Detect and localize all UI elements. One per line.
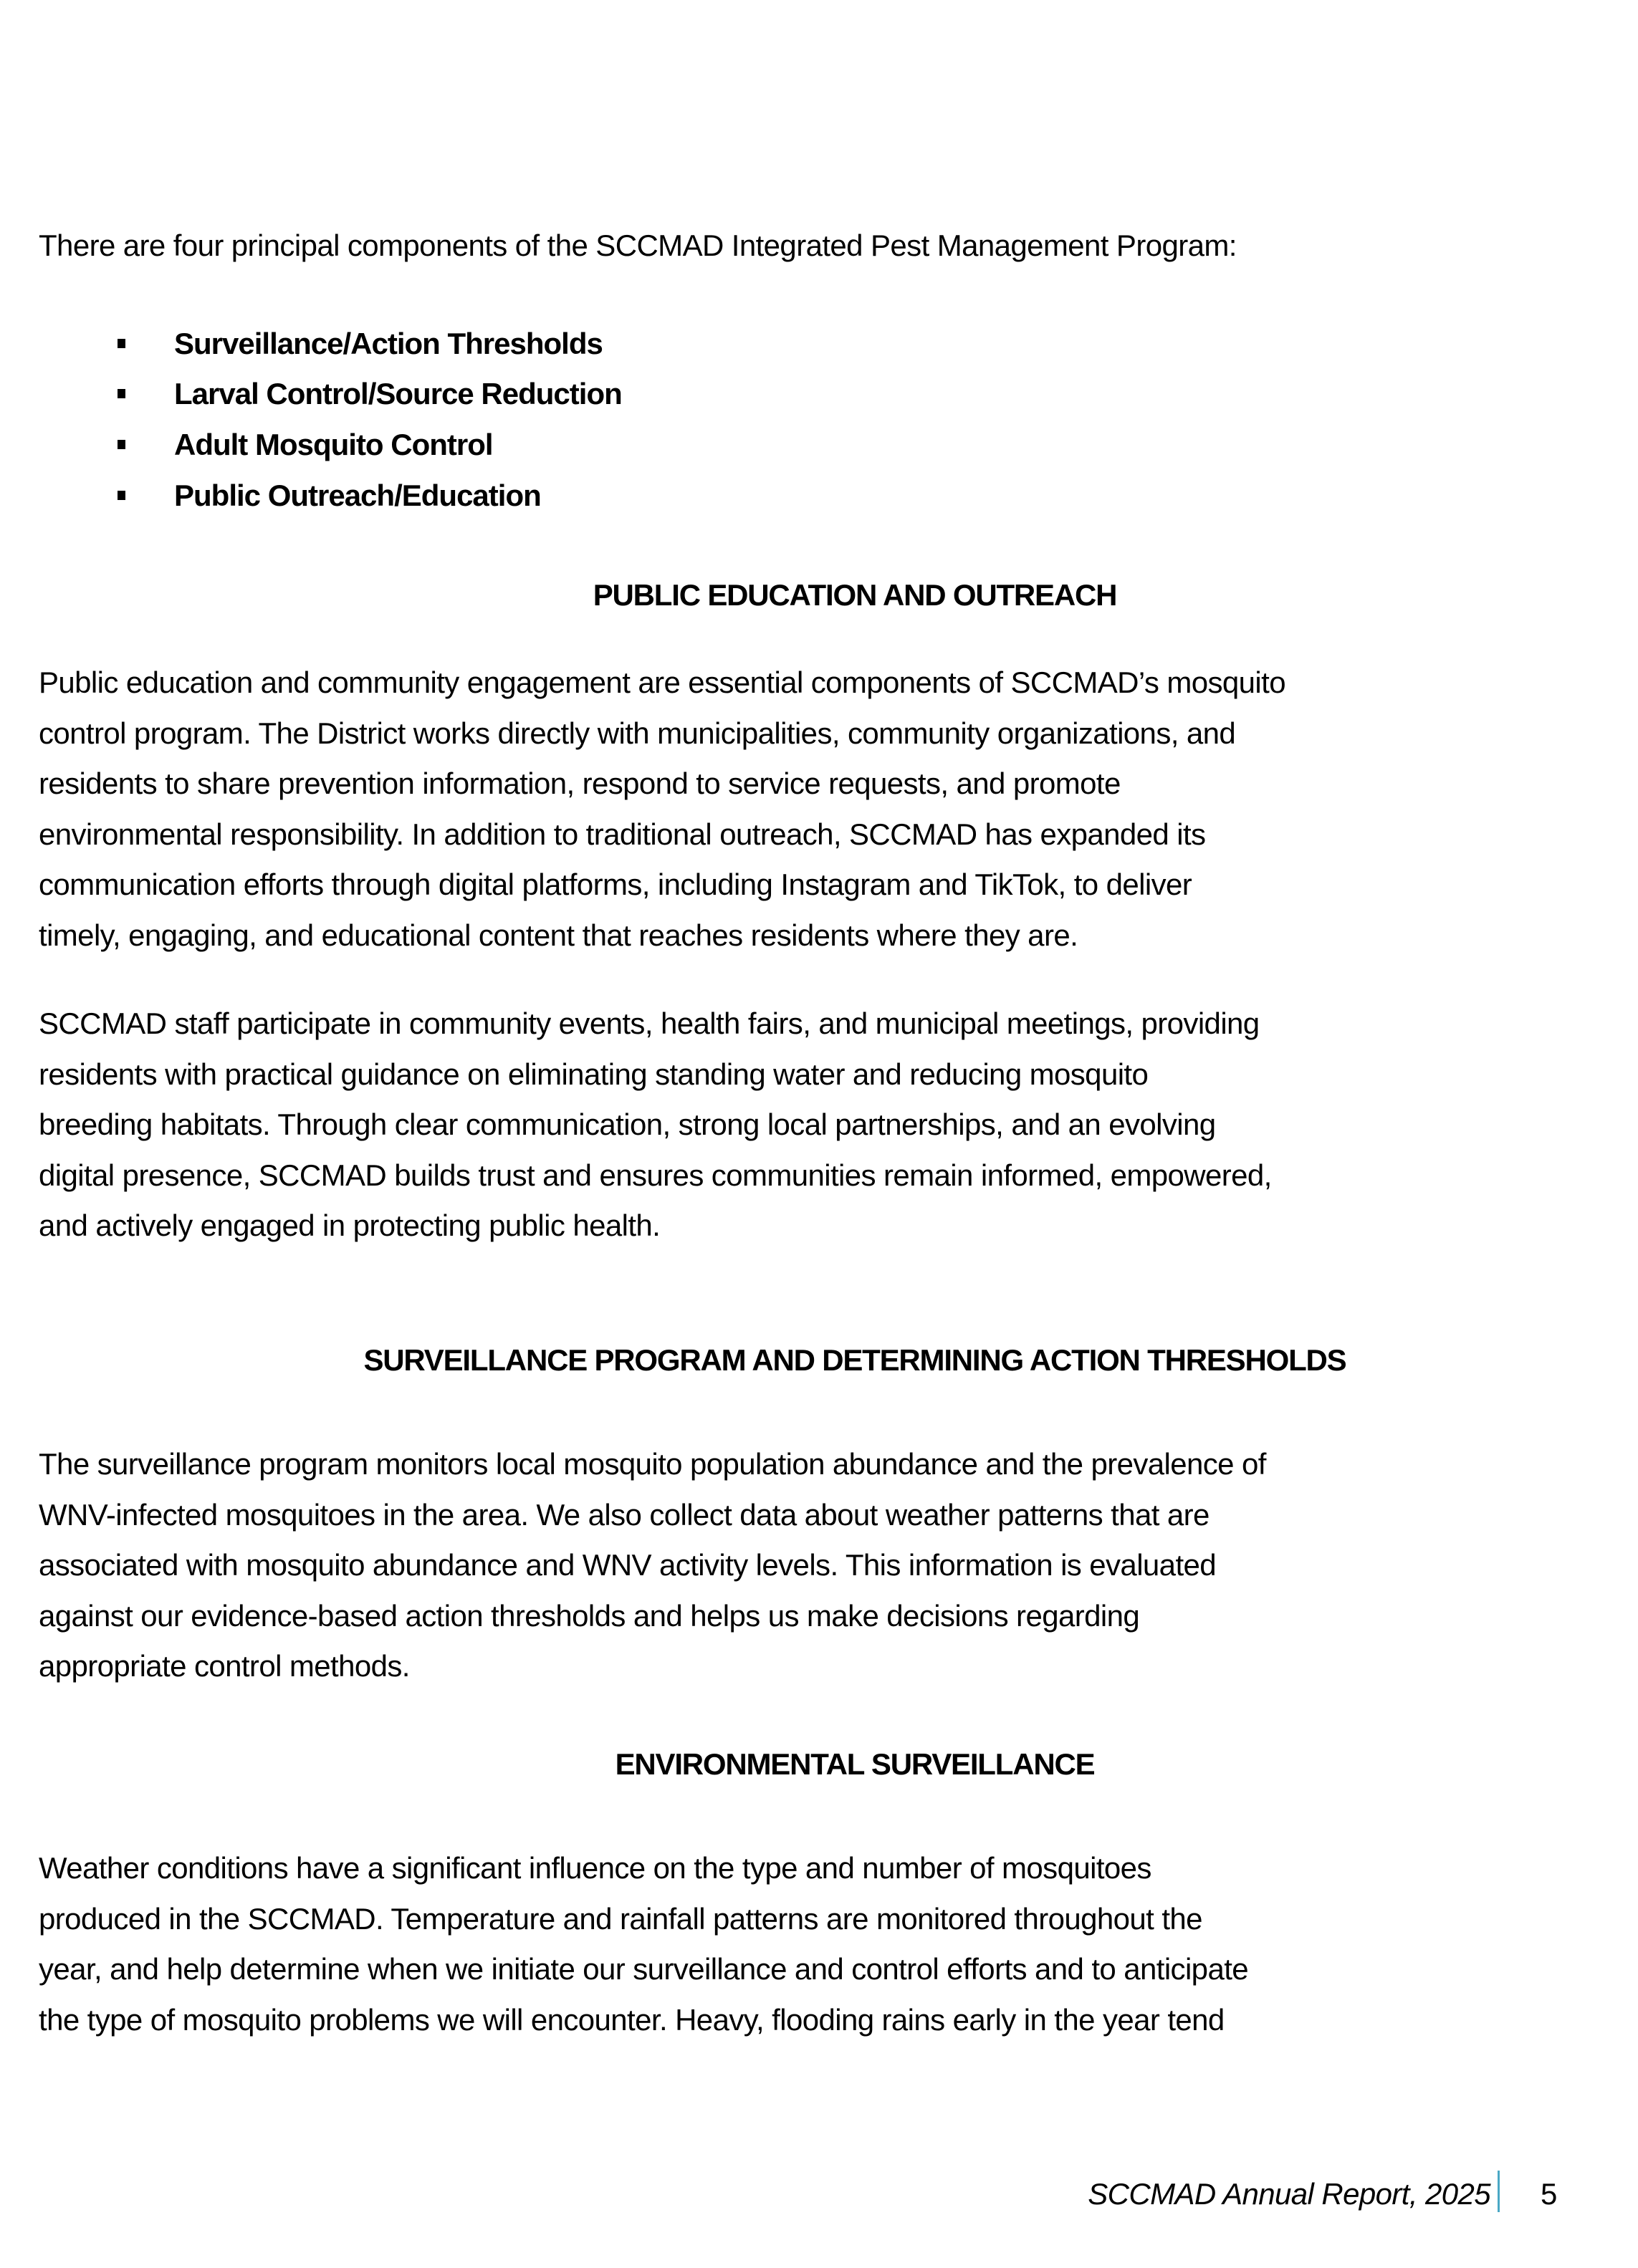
text-line: residents with practical guidance on eliminating standing water and reducing mosquito [39,1057,1149,1091]
footer-report-title: SCCMAD Annual Report, 2025 [1088,2177,1490,2211]
text-line: associated with mosquito abundance and WNV activity levels. This information is evaluated [39,1548,1217,1582]
square-bullet-icon [118,339,125,348]
list-item [0,376,860,412]
text-line: digital presence, SCCMAD builds trust and ensures communities remain informed, empowered, [39,1158,1272,1192]
list-item-label: Public Outreach/Education [174,479,541,512]
text-line: WNV-infected mosquitoes in the area. We also collect data about weather patterns that are [39,1497,1210,1532]
text-line: residents to share prevention information, respond to service requests, and promote [39,767,1121,800]
text-line: the type of mosquito problems we will encounter. Heavy, flooding rains early in the year tend [39,2002,1225,2037]
text-line: Public education and community engagement are essential components of SCCMAD’s mosquito [39,665,1285,699]
text-line: year, and help determine when we initiate our surveillance and control efforts and to anticipate [39,1952,1249,1986]
list-item-label: Adult Mosquito Control [174,428,493,461]
list-item [0,326,860,362]
text-line: against our evidence-based action thresholds and helps us make decisions regarding [39,1598,1140,1633]
page-footer [0,2171,1638,2221]
text-line: breeding habitats. Through clear communication, strong local partnerships, and an evolving [39,1107,1216,1141]
section-heading-public-education [0,577,1638,613]
text-line: SCCMAD staff participate in community events, health fairs, and municipal meetings, providing [39,1006,1260,1040]
text-line: produced in the SCCMAD. Temperature and rainfall patterns are monitored throughout the [39,1901,1202,1936]
section-heading-environmental-surveillance [0,1746,1638,1782]
footer-divider [1498,2171,1500,2212]
page-number: 5 [1541,2177,1558,2211]
text-line: The surveillance program monitors local mosquito population abundance and the prevalence of [39,1447,1266,1481]
text-line: communication efforts through digital platforms, including Instagram and TikTok, to deliver [39,868,1192,901]
intro-text: There are four principal components of the SCCMAD Integrated Pest Management Program: [39,229,1237,262]
text-line: environmental responsibility. In addition to traditional outreach, SCCMAD has expanded its [39,817,1206,851]
list-item-label: Surveillance/Action Thresholds [174,327,603,360]
list-item-label: Larval Control/Source Reduction [174,377,622,410]
paragraph-surveillance-program [39,1439,1615,1692]
paragraph-environmental-surveillance [39,1843,1615,2045]
text-line: timely, engaging, and educational content that reaches residents where they are. [39,918,1078,952]
heading-text: ENVIRONMENTAL SURVEILLANCE [615,1747,1095,1781]
text-line: and actively engaged in protecting public health. [39,1209,661,1242]
paragraph-public-education-2 [39,999,1615,1251]
text-line: appropriate control methods. [39,1649,410,1683]
square-bullet-icon [118,491,125,500]
list-item [0,427,860,463]
list-item [0,478,860,514]
heading-text: PUBLIC EDUCATION AND OUTREACH [593,578,1117,612]
square-bullet-icon [118,389,125,398]
section-heading-surveillance-program [0,1342,1638,1378]
text-line: Weather conditions have a significant influence on the type and number of mosquitoes [39,1851,1151,1885]
paragraph-public-education-1 [39,658,1615,961]
heading-text: SURVEILLANCE PROGRAM AND DETERMINING ACTION THRESHOLDS [363,1343,1346,1377]
square-bullet-icon [118,440,125,449]
text-line: control program. The District works directly with municipalities, community organizations, and [39,716,1236,750]
